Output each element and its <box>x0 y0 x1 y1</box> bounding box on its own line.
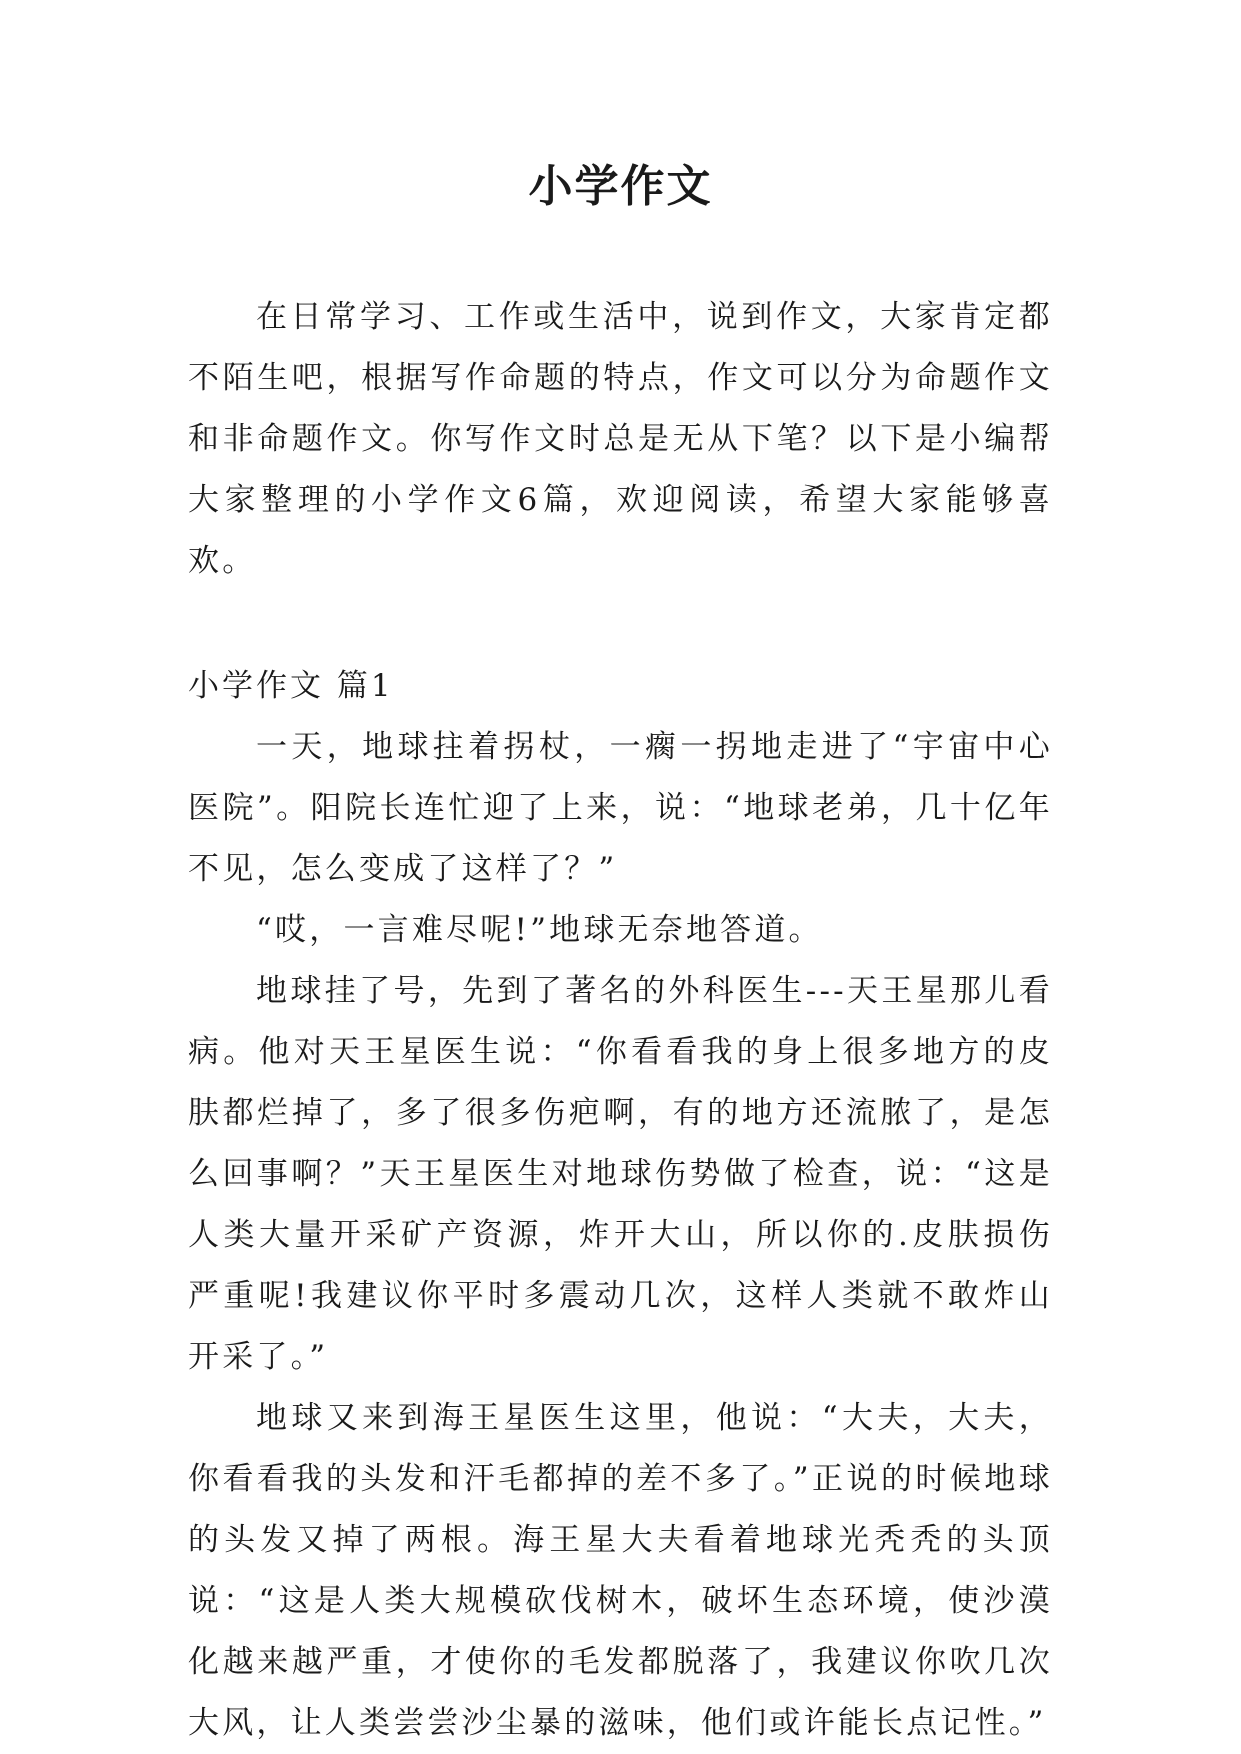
section-heading: 小学作文 篇1 <box>188 668 394 704</box>
body-paragraph-3: 地球挂了号，先到了著名的外科医生---天王星那儿看病。他对天王星医生说：“你看看我的身上很多地方的皮肤都烂掉了，多了很多伤疤啊，有的地方还流脓了，是怎么回事啊？”天王星医生对地球伤势做了检查，说：“这是人类大量开采矿产资源，炸开大山，所以你的.皮肤损伤严重呢!我建议你平时多震动几次，这样人类就不敢炸山开采了。” <box>188 973 1053 1375</box>
body-paragraph-4: 地球又来到海王星医生这里，他说：“大夫，大夫，你看看我的头发和汗毛都掉的差不多了。”正说的时候地球的头发又掉了两根。海王星大夫看着地球光秃秃的头顶说：“这是人类大规模砍伐树木，破坏生态环境，使沙漠化越来越严重，才使你的毛发都脱落了，我建议你吹几次大风，让人类尝尝沙尘暴的滋味，他们或许能长点记性。” <box>188 1400 1053 1741</box>
document-body <box>188 287 1053 1754</box>
body-paragraph-1: 一天，地球拄着拐杖，一瘸一拐地走进了“宇宙中心医院”。阳院长连忙迎了上来，说：“地球老弟，几十亿年不见，怎么变成了这样了？” <box>188 729 1053 887</box>
intro-paragraph: 在日常学习、工作或生活中，说到作文，大家肯定都不陌生吧，根据写作命题的特点，作文可以分为命题作文和非命题作文。你写作文时总是无从下笔？以下是小编帮大家整理的小学作文6篇，欢迎阅读，希望大家能够喜欢。 <box>188 299 1053 579</box>
document-title: 小学作文 <box>528 161 713 212</box>
body-paragraph-2: “哎，一言难尽呢!”地球无奈地答道。 <box>256 912 823 948</box>
